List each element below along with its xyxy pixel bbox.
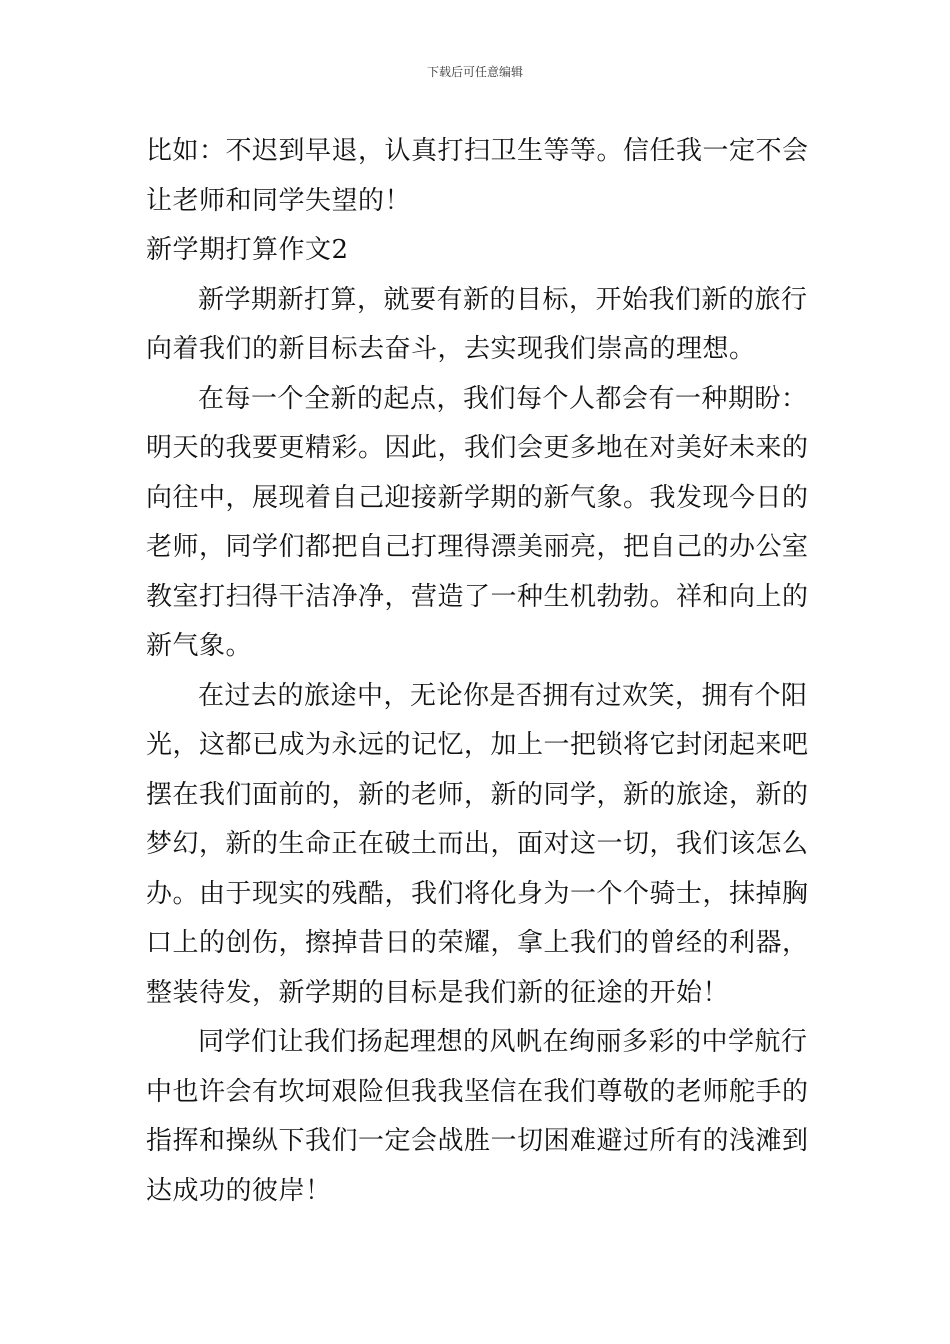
section-heading: 新学期打算作文2 — [146, 235, 349, 265]
text-line: 办。由于现实的残酷，我们将化身为一个个骑士，抹掉胸 — [146, 878, 809, 909]
text-line: 新学期新打算，就要有新的目标，开始我们新的旅行 — [198, 284, 808, 315]
text-line: 达成功的彼岸！ — [146, 1175, 332, 1206]
text-line: 在每一个全新的起点，我们每个人都会有一种期盼： — [198, 383, 808, 414]
text-line: 教室打扫得干洁净净，营造了一种生机勃勃。祥和向上的 — [146, 581, 809, 612]
text-line: 在过去的旅途中，无论你是否拥有过欢笑，拥有个阳 — [198, 680, 808, 711]
header-note: 下载后可任意编辑 — [426, 65, 523, 79]
text-line: 让老师和同学失望的！ — [146, 185, 412, 216]
text-line: 明天的我要更精彩。因此，我们会更多地在对美好未来的 — [146, 433, 809, 463]
document-body — [146, 127, 812, 1216]
text-line: 中也许会有坎坷艰险但我我坚信在我们尊敬的老师舵手的 — [146, 1076, 809, 1107]
text-line: 光，这都已成为永远的记忆，加上一把锁将它封闭起来吧 — [146, 730, 809, 760]
text-line: 整装待发，新学期的目标是我们新的征途的开始！ — [146, 977, 730, 1008]
text-line: 口上的创伤，擦掉昔日的荣耀，拿上我们的曾经的利器， — [146, 928, 809, 958]
text-line: 向着我们的新目标去奋斗，去实现我们崇高的理想。 — [146, 334, 756, 364]
text-line: 向往中，展现着自己迎接新学期的新气象。我发现今日的 — [146, 482, 809, 513]
text-line: 比如：不迟到早退，认真打扫卫生等等。信任我一定不会 — [146, 136, 809, 166]
text-line: 摆在我们面前的，新的老师，新的同学，新的旅途，新的 — [146, 779, 809, 810]
text-line: 指挥和操纵下我们一定会战胜一切困难避过所有的浅滩到 — [146, 1126, 809, 1156]
text-line: 老师，同学们都把自己打理得漂美丽亮，把自己的办公室 — [146, 532, 809, 562]
text-line: 梦幻，新的生命正在破土而出，面对这一切，我们该怎么 — [146, 829, 809, 859]
text-line: 新气象。 — [146, 631, 253, 661]
text-line: 同学们让我们扬起理想的风帆在绚丽多彩的中学航行 — [198, 1027, 808, 1057]
